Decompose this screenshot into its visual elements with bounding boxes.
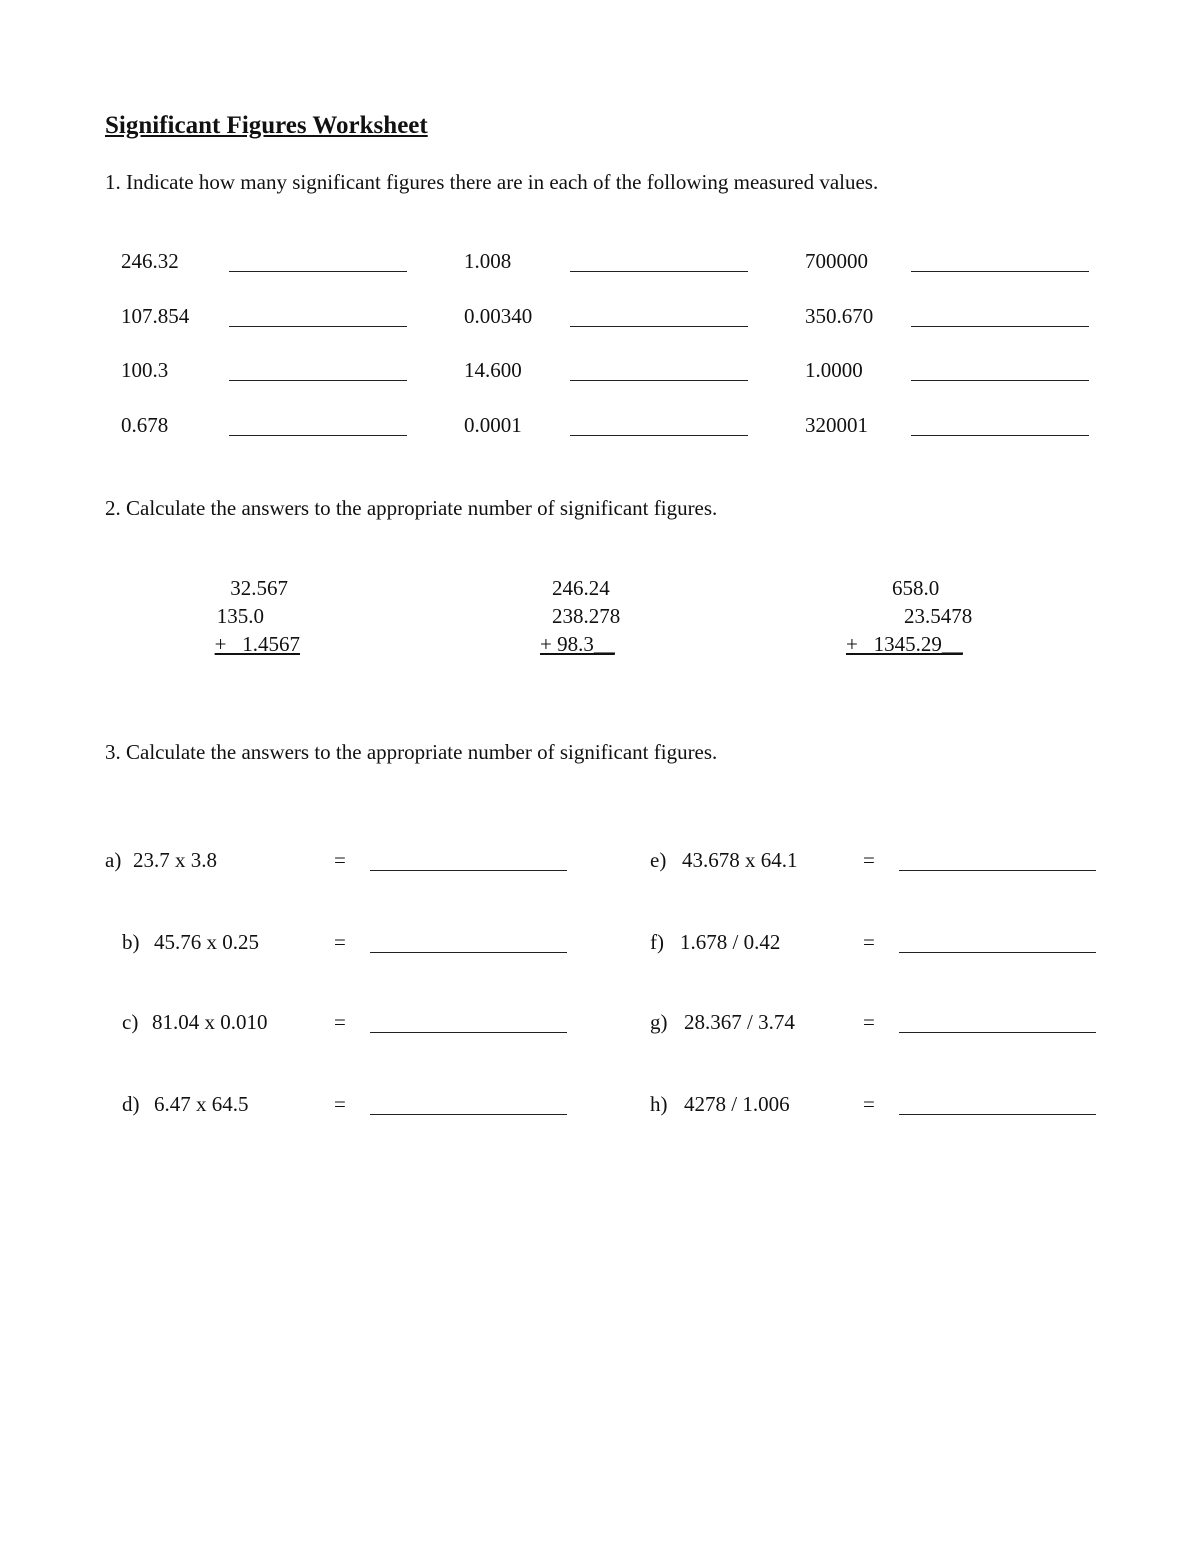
answer-blank[interactable] bbox=[570, 326, 748, 327]
answer-blank[interactable] bbox=[911, 435, 1089, 436]
problem-label: e) bbox=[650, 848, 667, 872]
problem-label: f) bbox=[650, 930, 664, 954]
q1-value: 320001 bbox=[805, 413, 868, 437]
answer-blank[interactable] bbox=[229, 326, 407, 327]
problem-label: h) bbox=[650, 1092, 668, 1116]
equals-sign: = bbox=[863, 848, 875, 872]
addend: 238.278 bbox=[552, 604, 621, 628]
q1-value: 1.0000 bbox=[805, 358, 863, 382]
problem-label: a) bbox=[105, 848, 122, 872]
addend: 23.5478 bbox=[904, 604, 973, 628]
answer-blank[interactable] bbox=[229, 271, 407, 272]
equals-sign: = bbox=[334, 930, 346, 954]
problem-label: d) bbox=[122, 1092, 140, 1116]
addend-with-plus: + 1.4567 bbox=[214, 632, 300, 656]
answer-blank[interactable] bbox=[911, 380, 1089, 381]
answer-blank[interactable] bbox=[911, 271, 1089, 272]
equals-sign: = bbox=[334, 1092, 346, 1116]
answer-blank[interactable] bbox=[370, 1114, 567, 1115]
q1-value: 0.00340 bbox=[464, 304, 533, 328]
problem-expression: 1.678 / 0.42 bbox=[680, 930, 781, 954]
addition-problem-2 bbox=[540, 574, 640, 658]
q1-value: 100.3 bbox=[121, 358, 169, 382]
problem-expression: 43.678 x 64.1 bbox=[682, 848, 798, 872]
q3-prompt: 3. Calculate the answers to the appropriate number of significant figures. bbox=[105, 740, 718, 764]
q2-prompt: 2. Calculate the answers to the appropriate number of significant figures. bbox=[105, 496, 718, 520]
answer-blank[interactable] bbox=[899, 870, 1096, 871]
addend: 32.567 bbox=[230, 576, 288, 600]
answer-blank[interactable] bbox=[899, 1032, 1096, 1033]
problem-label: g) bbox=[650, 1010, 668, 1034]
q1-value: 107.854 bbox=[121, 304, 190, 328]
answer-blank[interactable] bbox=[229, 435, 407, 436]
problem-expression: 6.47 x 64.5 bbox=[154, 1092, 249, 1116]
q1-value: 246.32 bbox=[121, 249, 179, 273]
addend-with-plus: + 98.3__ bbox=[540, 632, 615, 656]
problem-expression: 81.04 x 0.010 bbox=[152, 1010, 268, 1034]
q1-value: 0.678 bbox=[121, 413, 169, 437]
problem-label: c) bbox=[122, 1010, 139, 1034]
answer-blank[interactable] bbox=[229, 380, 407, 381]
answer-blank[interactable] bbox=[570, 435, 748, 436]
addend: 658.0 bbox=[892, 576, 940, 600]
q1-value: 350.670 bbox=[805, 304, 874, 328]
answer-blank[interactable] bbox=[911, 326, 1089, 327]
problem-expression: 28.367 / 3.74 bbox=[684, 1010, 795, 1034]
addition-problem-3 bbox=[846, 574, 1006, 658]
equals-sign: = bbox=[334, 848, 346, 872]
equals-sign: = bbox=[863, 1010, 875, 1034]
problem-expression: 23.7 x 3.8 bbox=[133, 848, 217, 872]
addend-with-plus: + 1345.29__ bbox=[846, 632, 963, 656]
problem-label: b) bbox=[122, 930, 140, 954]
equals-sign: = bbox=[863, 930, 875, 954]
answer-blank[interactable] bbox=[570, 380, 748, 381]
problem-expression: 4278 / 1.006 bbox=[684, 1092, 790, 1116]
q1-value: 0.0001 bbox=[464, 413, 522, 437]
q1-value: 700000 bbox=[805, 249, 868, 273]
equals-sign: = bbox=[863, 1092, 875, 1116]
q1-value: 14.600 bbox=[464, 358, 522, 382]
answer-blank[interactable] bbox=[370, 870, 567, 871]
q1-value: 1.008 bbox=[464, 249, 512, 273]
addend: 246.24 bbox=[552, 576, 610, 600]
answer-blank[interactable] bbox=[899, 1114, 1096, 1115]
answer-blank[interactable] bbox=[899, 952, 1096, 953]
q1-prompt: 1. Indicate how many significant figures there are in each of the following measured values. bbox=[105, 170, 879, 194]
answer-blank[interactable] bbox=[570, 271, 748, 272]
addend: 135.0 bbox=[216, 604, 264, 628]
worksheet-title: Significant Figures Worksheet bbox=[105, 112, 428, 139]
answer-blank[interactable] bbox=[370, 1032, 567, 1033]
addition-problem-1 bbox=[200, 574, 300, 658]
answer-blank[interactable] bbox=[370, 952, 567, 953]
equals-sign: = bbox=[334, 1010, 346, 1034]
problem-expression: 45.76 x 0.25 bbox=[154, 930, 259, 954]
